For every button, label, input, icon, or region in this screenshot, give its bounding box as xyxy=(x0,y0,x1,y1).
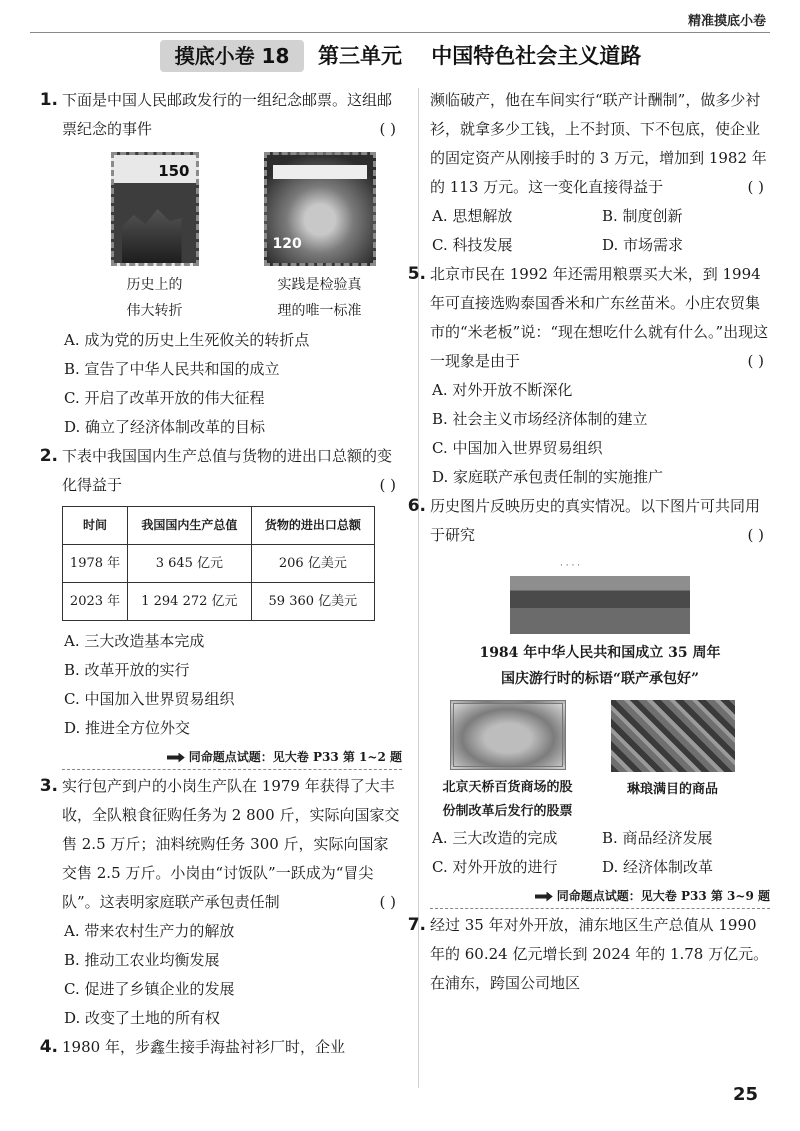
cross-reference xyxy=(62,745,402,770)
left-column xyxy=(39,86,402,1062)
option-c: C. 中国加入世界贸易组织 xyxy=(432,439,603,457)
option-row xyxy=(430,853,770,882)
question-2 xyxy=(39,442,402,770)
table-cell: 2023 年 xyxy=(63,583,128,621)
answer-blank: ( ) xyxy=(747,352,764,370)
question-3 xyxy=(39,772,402,1033)
stamp-images xyxy=(92,152,382,324)
photo-row xyxy=(430,700,750,824)
question-number: 7. xyxy=(407,915,426,935)
caption-line: 实践是检验真 xyxy=(277,277,362,293)
cross-reference-text: 同命题点试题：见大卷 P33 第 1~2 题 xyxy=(188,750,402,764)
table-header: 我国国内生产总值 xyxy=(128,507,252,545)
table-header: 货物的进出口总额 xyxy=(251,507,374,545)
question-stem-text: 下面是中国人民邮政发行的一组纪念邮票。这组邮票纪念的事件 xyxy=(62,91,393,138)
question-6 xyxy=(407,492,770,909)
caption-line: 份制改革后发行的股票 xyxy=(442,804,573,819)
caption-line: 历史上的 xyxy=(126,277,183,293)
table-cell: 1 294 272 亿元 xyxy=(128,583,252,621)
stamp-band xyxy=(273,165,367,179)
photo-stock xyxy=(430,700,585,824)
question-stem-text: 历史图片反映历史的真实情况。以下图片可共同用于研究 xyxy=(430,497,761,544)
option-c: C. 对外开放的进行 xyxy=(432,858,558,876)
question-stem-start: 1980 年，步鑫生接手海盐衬衫厂时，企业 xyxy=(62,1038,345,1056)
stock-certificate-photo xyxy=(450,700,566,770)
question-number: 4. xyxy=(39,1037,58,1057)
parade-photo xyxy=(510,576,690,634)
option-b: B. 改革开放的实行 xyxy=(64,661,190,679)
table-row xyxy=(63,583,375,621)
answer-blank: ( ) xyxy=(379,476,396,494)
question-stem: 经过 35 年对外开放，浦东地区生产总值从 1990 年的 60.24 亿元增长到 2024 年的 1.78 万亿元。在浦东，跨国公司地区 xyxy=(430,916,769,992)
stamp-image xyxy=(264,152,376,266)
option-a: A. 带来农村生产力的解放 xyxy=(64,922,235,940)
option-b: B. 制度创新 xyxy=(602,207,683,225)
stamp-figure-1 xyxy=(92,152,217,324)
option-row xyxy=(430,824,770,853)
caption-line: 北京天桥百货商场的股 xyxy=(442,780,573,795)
answer-blank: ( ) xyxy=(379,120,396,138)
question-stem xyxy=(430,492,770,550)
cross-reference xyxy=(430,884,770,909)
page-title: 第三单元 中国特色社会主义道路 xyxy=(318,44,642,68)
caption-line: 理的唯一标准 xyxy=(277,303,362,319)
table-cell: 59 360 亿美元 xyxy=(251,583,374,621)
page-number: 25 xyxy=(732,1084,758,1105)
cross-reference-text: 同命题点试题：见大卷 P33 第 3~9 题 xyxy=(556,889,770,903)
caption-line: 1984 年中华人民共和国成立 35 周年 xyxy=(479,645,721,661)
stamp-value: 120 xyxy=(272,236,302,252)
page-title-bar xyxy=(0,40,800,72)
option-c: C. 开启了改革开放的伟大征程 xyxy=(64,389,265,407)
stamp-figure-2 xyxy=(257,152,382,324)
option-a: A. 成为党的历史上生死攸关的转折点 xyxy=(64,331,310,349)
stamp-value: 150 xyxy=(158,162,190,180)
option-d: D. 改变了土地的所有权 xyxy=(64,1009,221,1027)
option-a: A. 思想解放 xyxy=(432,207,513,225)
option-a: A. 三大改造基本完成 xyxy=(64,632,205,650)
question-number: 6. xyxy=(407,496,426,516)
question-number: 3. xyxy=(39,776,58,796)
option-d: D. 家庭联产承包责任制的实施推广 xyxy=(432,468,664,486)
option-b: B. 商品经济发展 xyxy=(602,829,713,847)
question-stem xyxy=(62,86,402,144)
option-d: D. 推进全方位外交 xyxy=(64,719,191,737)
stamp-caption xyxy=(92,272,217,324)
question-stem-text: 实行包产到户的小岗生产队在 1979 年获得了大丰收，全队粮食征购任务为 2 800 斤，实际向国家交售 2.5 万斤；油料统购任务 300 斤，实际向国家交售 2.5 万斤。小岗由“讨饭队”一跃成为“冒尖队”。这表明家庭联产承包责任制 xyxy=(62,777,400,911)
option-a: A. 三大改造的完成 xyxy=(432,829,558,847)
option-c: C. 科技发展 xyxy=(432,236,513,254)
answer-blank: ( ) xyxy=(747,178,764,196)
question-stem-text: 下表中我国国内生产总值与货物的进出口总额的变化得益于 xyxy=(62,447,393,494)
data-table xyxy=(62,506,375,621)
option-row xyxy=(430,202,770,231)
table-cell: 3 645 亿元 xyxy=(128,545,252,583)
photo-caption xyxy=(430,640,770,692)
option-c: C. 促进了乡镇企业的发展 xyxy=(64,980,235,998)
photo-goods xyxy=(595,700,750,824)
table-cell: 206 亿美元 xyxy=(251,545,374,583)
caption-line: 琳琅满目的商品 xyxy=(626,782,718,797)
option-d: D. 经济体制改革 xyxy=(602,858,714,876)
question-number: 2. xyxy=(39,446,58,466)
question-7 xyxy=(407,911,770,998)
option-d: D. 市场需求 xyxy=(602,236,684,254)
photo-parade xyxy=(430,560,770,692)
running-head: 精准摸底小卷 xyxy=(687,14,766,29)
table-cell: 1978 年 xyxy=(63,545,128,583)
photo-caption xyxy=(595,778,750,802)
option-d: D. 确立了经济体制改革的目标 xyxy=(64,418,266,436)
answer-blank: ( ) xyxy=(747,526,764,544)
stamp-caption xyxy=(257,272,382,324)
question-4-continued xyxy=(430,86,770,260)
question-4 xyxy=(39,1033,402,1062)
photo-caption xyxy=(430,776,585,824)
question-5 xyxy=(407,260,770,492)
right-column xyxy=(407,86,770,998)
question-stem xyxy=(62,772,402,917)
arrow-icon xyxy=(167,753,185,763)
question-number: 1. xyxy=(39,90,58,110)
answer-blank: ( ) xyxy=(379,893,396,911)
option-b: B. 社会主义市场经济体制的建立 xyxy=(432,410,648,428)
photo-note: · · · · xyxy=(560,561,581,571)
goods-photo xyxy=(611,700,735,772)
option-c: C. 中国加入世界贸易组织 xyxy=(64,690,235,708)
option-a: A. 对外开放不断深化 xyxy=(432,381,573,399)
table-row xyxy=(63,545,375,583)
stamp-illustration xyxy=(122,203,182,263)
stamp-image xyxy=(111,152,199,266)
table-header: 时间 xyxy=(63,507,128,545)
option-b: B. 推动工农业均衡发展 xyxy=(64,951,220,969)
table-header-row xyxy=(63,507,375,545)
question-1 xyxy=(39,86,402,442)
question-stem xyxy=(430,260,770,376)
caption-line: 伟大转折 xyxy=(126,303,183,319)
caption-line: 国庆游行时的标语“联产承包好” xyxy=(500,671,700,687)
question-stem xyxy=(62,442,402,500)
quiz-badge: 摸底小卷 18 xyxy=(160,40,304,72)
option-b: B. 宣告了中华人民共和国的成立 xyxy=(64,360,280,378)
option-row xyxy=(430,231,770,260)
header-rule xyxy=(30,32,770,33)
question-number: 5. xyxy=(407,264,426,284)
arrow-icon xyxy=(535,892,553,902)
question-stem-text: 北京市民在 1992 年还需用粮票买大米，到 1994 年可直接选购泰国香米和广东丝苗米。小庄农贸集市的“米老板”说：“现在想吃什么就有什么。”出现这一现象是由于 xyxy=(430,265,769,370)
question-stem-text: 濒临破产，他在车间实行“联产计酬制”，做多少衬衫，就拿多少工钱，上不封顶、下不包底，使企业的固定资产从刚接手时的 3 万元，增加到 1982 年的 113 万元。这一变化直接得益于 xyxy=(430,91,767,196)
question-stem xyxy=(430,86,770,202)
